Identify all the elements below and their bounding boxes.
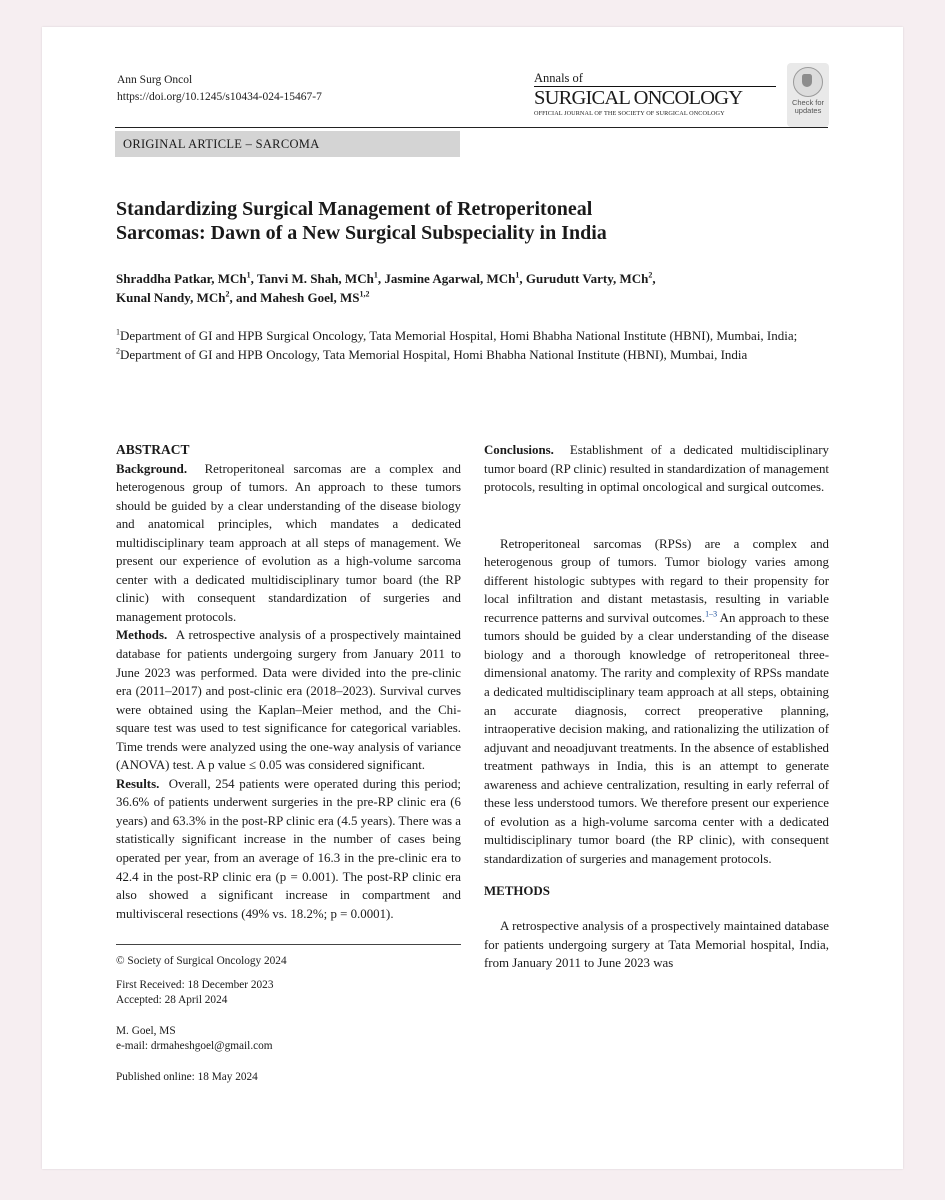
author-conjunction: and (235, 290, 261, 305)
footnote-rule (116, 944, 461, 945)
author-name: Kunal Nandy, MCh (116, 290, 226, 305)
title-line: Standardizing Surgical Management of Retroperitoneal (116, 198, 593, 220)
published-date: Published online: 18 May 2024 (116, 1071, 258, 1083)
corresponding-author: M. Goel, MS (116, 1025, 176, 1037)
badge-text: Check for updates (791, 98, 825, 115)
conclusions-label: Conclusions. (484, 443, 554, 457)
author-affil-sup: 1 (515, 270, 520, 280)
author-affil-sup: 1,2 (359, 289, 370, 299)
received-date: First Received: 18 December 2023 (116, 979, 274, 991)
results-label: Results. (116, 776, 160, 791)
spacer (116, 969, 461, 978)
logo-title: SURGICAL ONCOLOGY (534, 87, 743, 109)
results-text: Overall, 254 patients were operated during this period; 36.6% of patients underwent surgeries in the pre-RP clinic era (6 years) and 63.3% in the post-RP clinic era (4.5 years). There was a statistically significant increase in the number of cases being operated per year, from an average of 16.3 in the pre-clinic era to 42.4 in the post-RP clinic era (p = 0.001). The post-RP clinic era also showed a significant increase in compartment and multivisceral resections (49% vs. 18.2%; p = 0.0001). (116, 776, 462, 921)
check-for-updates-badge[interactable] (787, 63, 829, 127)
author-affil-sup: 1 (246, 270, 251, 280)
title-line: Sarcomas: Dawn of a New Surgical Subspeciality in India (116, 222, 607, 244)
author-affil-sup: 1 (373, 270, 378, 280)
affil-sup: 2 (116, 346, 120, 356)
affiliation-2: Department of GI and HPB Oncology, Tata Memorial Hospital, Homi Bhabha National Institute (HBNI), Mumbai, India (120, 347, 748, 362)
affiliations (116, 326, 836, 364)
author-affil-sup: 2 (225, 289, 230, 299)
intro-text: Retroperitoneal sarcomas (RPSs) are a complex and heterogenous group of tumors. Tumor biology varies among different histologic subtypes with regard to their propensity for local infiltration and distant metastasis, resulting in variable recurrence patterns and survival outcomes. (484, 536, 829, 625)
intro-text-cont: An approach to these tumors should be guided by a clear understanding of the disease biology and a thorough knowledge of retroperitoneal three-dimensional anatomy. The rarity and complexity of RPSs mandate a dedicated multidisciplinary team approach at all steps, obtaining an accurate diagnosis, correct preoperative planning, intraoperative decision making, and rationalizing the utilization of adjuvant and neoadjuvant treatments. In the absence of established treatment pathways in India, this is an attempt to generate awareness and achieve centralization, resulting in early referral of these less understood tumors. We therefore present our experience of evolution as a high-volume sarcoma center with a dedicated multidisciplinary tumor board (the RP clinic), with consequent standardization of surgeries and management protocols. (484, 610, 829, 866)
abstract-heading: ABSTRACT (116, 442, 190, 457)
journal-logo (534, 71, 779, 119)
abstract-results (116, 775, 461, 923)
accepted-date: Accepted: 28 April 2024 (116, 994, 228, 1006)
logo-annals: Annals of (534, 71, 583, 85)
copyright: © Society of Surgical Oncology 2024 (116, 955, 287, 967)
logo-subtitle: OFFICIAL JOURNAL OF THE SOCIETY OF SURGICAL ONCOLOGY (534, 110, 725, 117)
body-column (484, 441, 829, 973)
journal-abbrev: Ann Surg Oncol (117, 74, 193, 86)
abstract-background (116, 460, 461, 627)
methods-text: A retrospective analysis of a prospectively maintained database for patients undergoing surgery from January 2011 to June 2023 was performed. Data were divided into the pre-clinic era (2011–2017) and post-clinic era (2018–2023). Survival curves were obtained using the Kaplan–Meier method, and the Chi-square test was used to test significance for categorical variables. Time trends were analyzed using the one-way analysis of variance (ANOVA) test. A p value ≤ 0.05 was considered significant. (116, 628, 461, 773)
author-name: Tanvi M. Shah, MCh (256, 271, 374, 286)
author-list: Shraddha Patkar, MCh$^1$, Tanvi M. Shah, MCh$^1$, Jasmine Agarwal, MCh$^1$, Gurudutt Varty, MCh$^2$, Kunal Nandy, MCh$^2$, and Mahesh Goel, MS$^{1,2}$ (116, 270, 656, 305)
doi-link[interactable]: https://doi.org/10.1245/s10434-024-15467-7 (117, 91, 322, 103)
article-title (116, 197, 816, 245)
citation-ref[interactable]: 1–3 (705, 609, 718, 619)
journal-meta (117, 72, 322, 106)
affiliation-1: Department of GI and HPB Surgical Oncology, Tata Memorial Hospital, Homi Bhabha National Institute (HBNI), Mumbai, India; (120, 328, 798, 343)
author-name: Shraddha Patkar, MCh (116, 271, 247, 286)
header-rule (115, 127, 828, 128)
abstract-methods (116, 626, 461, 774)
background-label: Background. (116, 461, 188, 476)
corresponding-email[interactable]: e-mail: drmaheshgoel@gmail.com (116, 1040, 273, 1052)
section-label: ORIGINAL ARTICLE – SARCOMA (115, 131, 460, 157)
author-affil-sup: 2 (648, 270, 653, 280)
spacer (484, 497, 829, 535)
abstract-conclusions (484, 441, 829, 497)
conclusions-text: Establishment of a dedicated multidisciplinary tumor board (RP clinic) resulted in standardization of management protocols, resulting in optimal oncological and surgical outcomes. (484, 443, 829, 495)
footnotes (116, 954, 461, 1085)
abstract-column (116, 441, 461, 923)
spacer (116, 1008, 461, 1024)
methods-paragraph: A retrospective analysis of a prospectively maintained database for patients undergoing surgery at Tata Memorial hospital, India, from January 2011 to June 2023 was (484, 919, 829, 971)
methods-heading: METHODS (484, 884, 550, 899)
bookmark-icon (793, 67, 823, 97)
background-text: Retroperitoneal sarcomas are a complex and heterogenous group of tumors. An approach to these tumors should be guided by a clear understanding of the disease biology and anatomical principles, which mandates a dedicated multidisciplinary team approach at all steps of management. We present our experience of evolution as a high-volume sarcoma center with a dedicated multidisciplinary tumor board (the RP clinic) with consequent standardization of surgeries and management protocols. (116, 461, 461, 624)
spacer (116, 1054, 461, 1070)
author-name: Mahesh Goel, MS (260, 290, 360, 305)
affil-sup: 1 (116, 327, 120, 337)
author-name: Gurudutt Varty, MCh (525, 271, 649, 286)
methods-label: Methods. (116, 628, 168, 643)
author-name: Jasmine Agarwal, MCh (384, 271, 516, 286)
article-page (42, 27, 903, 1169)
intro-paragraph (484, 535, 829, 869)
